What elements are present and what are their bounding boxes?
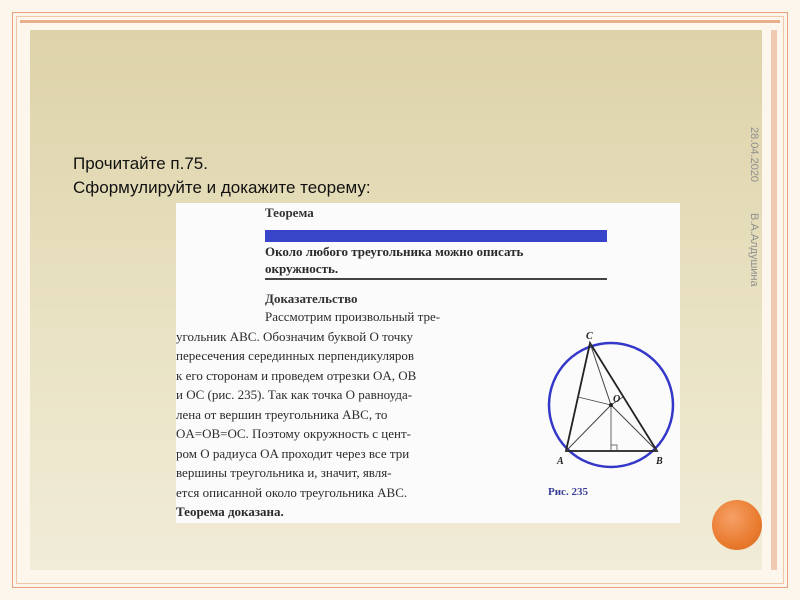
heading-line-task: Сформулируйте и докажите теорему: — [73, 178, 371, 197]
proof-line: вершины треугольника и, значит, явля- — [176, 465, 392, 480]
proof-line: ром O радиуса OA проходит через все три — [176, 445, 410, 461]
proof-line: пересечения серединных перпендикуляров — [176, 348, 415, 363]
slide-date: 28.04.2020 — [748, 127, 760, 183]
proof-line: лена от вершин треугольника ABC, то — [176, 406, 388, 422]
slide-top-stripe — [20, 20, 780, 23]
slide-author: В.А.Алдушина — [748, 213, 760, 287]
proof-line: Теорема доказана. — [176, 504, 284, 519]
segment-oa — [566, 405, 611, 451]
textbook-excerpt-image — [176, 203, 680, 523]
proof-line: к его сторонам и проведем отрезки OA, OB — [176, 367, 417, 383]
label-a: A — [557, 456, 564, 467]
theorem-highlight-bar — [265, 230, 607, 242]
proof-line: OA=OB=OC. Поэтому окружность с цент- — [176, 426, 412, 441]
figure-caption: Рис. 235 — [548, 486, 588, 498]
label-b: B — [656, 456, 663, 467]
segment-ob — [611, 405, 657, 451]
proof-text — [176, 307, 440, 522]
orange-circle-decoration — [712, 500, 762, 550]
proof-line: ется описанной около треугольника ABC. — [176, 484, 408, 500]
perpendicular-ac — [578, 397, 611, 405]
label-o: O — [613, 394, 621, 405]
proof-line: Рассмотрим произвольный тре- — [265, 309, 441, 324]
proof-title: Доказательство — [265, 291, 358, 306]
theorem-underline — [265, 278, 607, 280]
proof-line: и OC (рис. 235). Так как точка O равноуда- — [176, 387, 413, 402]
label-c: C — [586, 331, 593, 342]
segment-oc — [590, 343, 611, 405]
slide-heading — [73, 152, 371, 200]
figure-235-triangle-circumcircle — [545, 328, 677, 478]
proof-line: угольник ABC. Обозначим буквой O точку — [176, 328, 413, 344]
heading-line-read: Прочитайте п.75. — [73, 154, 208, 173]
slide-right-stripe — [771, 30, 777, 570]
theorem-statement: Около любого треугольника можно описать окружность. — [265, 244, 524, 276]
theorem-title: Теорема — [265, 205, 314, 220]
